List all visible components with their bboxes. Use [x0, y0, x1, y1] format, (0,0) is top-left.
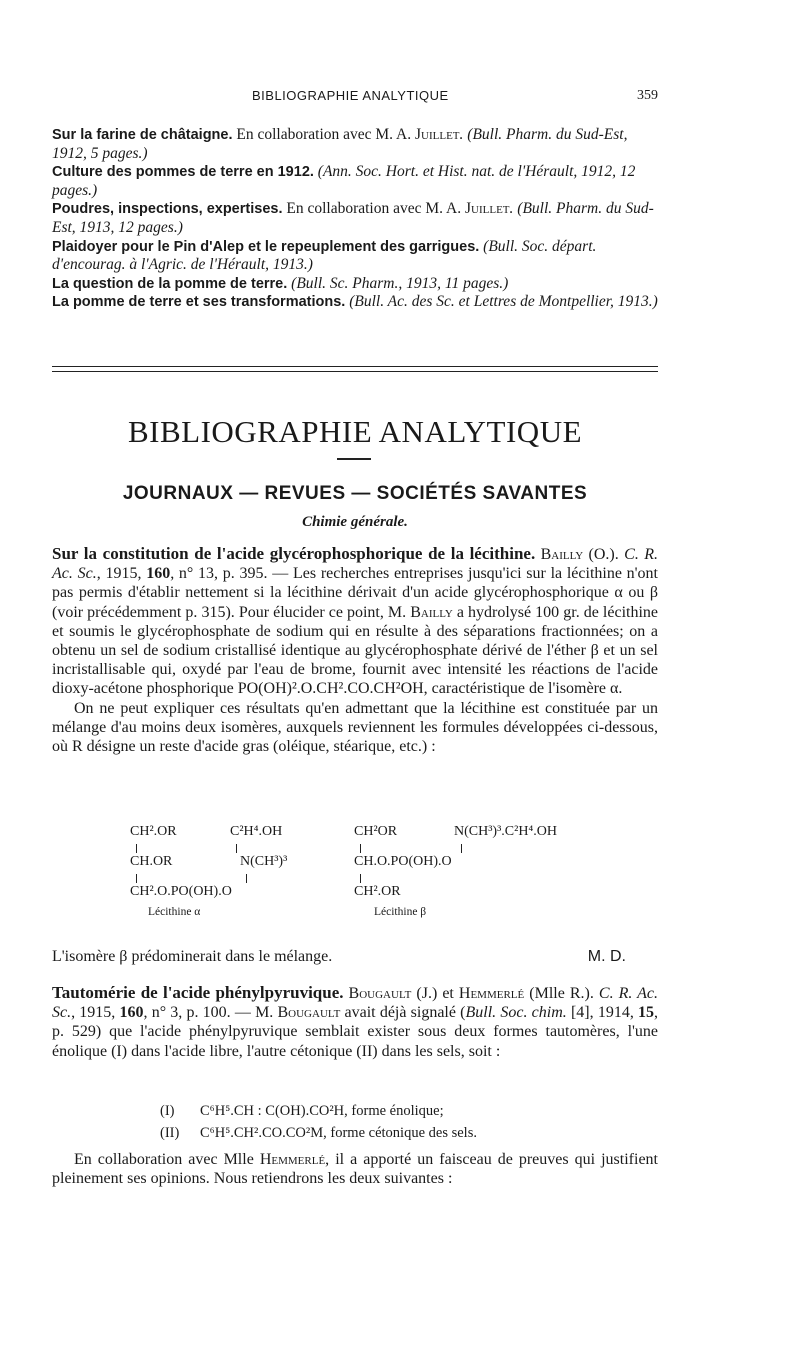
article-author: Bougault — [348, 985, 412, 1002]
section-main-title: BIBLIOGRAPHIE ANALYTIQUE — [127, 414, 583, 449]
article-author: Bougault — [277, 1004, 341, 1022]
bib-title: Culture des pommes de terre en 1912. — [52, 164, 314, 181]
article-author: Bailly — [410, 603, 453, 621]
author-initial: (O.). — [583, 546, 625, 563]
bib-author: Juillet — [465, 200, 510, 218]
article-paragraph — [52, 983, 658, 1061]
formula-line: CH².O.PO(OH).O — [130, 884, 232, 899]
bib-entry — [52, 126, 658, 163]
bib-title: Plaidoyer pour le Pin d'Alep et le repeuplement des garrigues. — [52, 238, 480, 255]
bibliography-list — [52, 126, 658, 312]
page-number: 359 — [637, 88, 658, 103]
article-lecithine — [52, 544, 658, 756]
bib-entry — [52, 275, 658, 294]
article-paragraph — [52, 1150, 658, 1188]
ref-text: , 1915, — [96, 565, 147, 583]
body-text: avait déjà signalé ( — [340, 1004, 466, 1022]
structural-formulas — [52, 823, 658, 943]
bond — [246, 874, 247, 883]
section-heading: JOURNAUX — REVUES — SOCIÉTÉS SAVANTES — [122, 483, 588, 504]
article-paragraph — [52, 544, 658, 699]
volume: 160 — [119, 1004, 144, 1022]
bib-entry — [52, 200, 658, 237]
formula-line: N(CH³)³.C²H⁴.OH — [454, 824, 558, 839]
equation-number: (II) — [160, 1125, 180, 1141]
article-title: Tautomérie de l'acide phénylpyruvique. — [52, 983, 344, 1002]
bib-author: Juillet — [415, 126, 460, 143]
conclusion-line — [52, 948, 658, 966]
reviewer-initials: M. D. — [587, 948, 626, 965]
article-phenylpyruvique — [52, 983, 658, 1061]
conclusion-text: L'isomère β prédominerait dans le mélange. — [52, 948, 333, 965]
body-text: , il a apporté un faisceau de preuves qui justifient pleinement ses opinions. Nous retiendrons les deux suivantes : — [52, 1151, 658, 1188]
body-text: , p. 529) que l'acide phénylpyruvique semblait exister sous deux formes tautomères, l'une énolique (I) dans l'acide libre, l'autre cétonique (II) dans les sels, soit : — [52, 1004, 659, 1060]
running-title: BIBLIOGRAPHIE ANALYTIQUE — [252, 88, 449, 103]
formula-caption: Lécithine α — [148, 906, 201, 918]
bib-entry — [52, 293, 658, 312]
bib-title: Sur la farine de châtaigne. — [52, 127, 233, 143]
formula-line: N(CH³)³ — [240, 854, 288, 869]
journal-ref: C. R. Ac. Sc. — [52, 985, 659, 1022]
bib-ref: (Bull. Ac. des Sc. et Lettres de Montpellier, 1913.) — [349, 293, 658, 311]
formula-line: CH.OR — [130, 854, 173, 869]
equation: C⁶H⁵.CH².CO.CO²M, forme cétonique des sels. — [200, 1125, 477, 1141]
bond — [136, 874, 137, 883]
equation-number: (I) — [160, 1103, 175, 1119]
author-initial: (Mlle R.). — [524, 985, 599, 1002]
bib-title: La question de la pomme de terre. — [52, 275, 288, 292]
article-author: Bailly — [540, 546, 584, 563]
double-rule-bottom — [52, 371, 658, 372]
formula-line: CH.O.PO(OH).O — [354, 854, 452, 869]
formula-caption: Lécithine β — [374, 906, 427, 918]
formula-line: C²H⁴.OH — [230, 824, 283, 839]
bond — [360, 874, 361, 883]
article-author: Hemmerlé — [259, 1151, 326, 1168]
journal-ref: Bull. Soc. chim. — [465, 1004, 567, 1022]
bond — [236, 844, 237, 853]
double-rule-top — [52, 366, 658, 367]
formula-line: CH²OR — [354, 824, 398, 839]
bib-text: En collaboration avec M. A. — [232, 126, 416, 143]
body-text: , n° 13, p. 395. — Les recherches entreprises jusqu'ici sur la lécithine n'ont pas permis d'établir nettement si la lécithine dérivait d'un acide glycérophosphorique α ou β (voir précédemment p. 315). Pour élucider ce point, M. — [52, 565, 658, 621]
formula-line: CH².OR — [130, 824, 177, 839]
article-paragraph: On ne peut expliquer ces résultats qu'en admettant que la lécithine est constituée par un mélange d'au moins deux isomères, auxquels reviennent les formules développées ci-dessous, où R désigne un reste d'acide gras (oléique, stéarique, etc.) : — [52, 699, 658, 756]
running-head — [52, 88, 658, 110]
body-text: En collaboration avec Mlle — [74, 1151, 260, 1168]
article-title: Sur la constitution de l'acide glycérophosphorique de la lécithine. — [52, 544, 536, 563]
ref-text: , 1915, — [71, 1004, 120, 1022]
section-subheading: Chimie générale. — [302, 514, 408, 530]
bib-ref: . (Bull. Pharm. du Sud-Est, 1912, 5 pages.) — [52, 126, 628, 162]
bib-entry — [52, 238, 658, 275]
bib-title: Poudres, inspections, expertises. — [52, 201, 283, 218]
bib-entry — [52, 163, 658, 200]
bib-ref: . (Bull. Pharm. du Sud-Est, 1913, 12 pages.) — [52, 200, 654, 236]
equation: C⁶H⁵.CH : C(OH).CO²H, forme énolique; — [200, 1103, 444, 1119]
bib-title: La pomme de terre et ses transformations. — [52, 294, 346, 311]
bib-ref: (Bull. Soc. départ. d'encourag. à l'Agric. de l'Hérault, 1913.) — [52, 237, 597, 274]
body-text: a hydrolysé 100 gr. de lécithine et soumis le glycérophosphate de sodium qui en résulte à des séparations fractionnées; on a obtenu un sel de sodium cristallisé identique au glycérophosphate dérivé de l'éther β et un sel incristallisable qui, oxydé par l'eau de brome, fournit avec intensité les réactions de l'acide dioxy-acétone phosphorique PO(OH)².O.CH².CO.CH²OH, caractéristique de l'isomère α. — [52, 603, 659, 698]
volume: 160 — [146, 565, 171, 583]
author-initial: (J.) et — [411, 985, 459, 1002]
title-separator — [337, 458, 371, 460]
bond — [461, 844, 462, 853]
body-text: , n° 3, p. 100. — M. — [143, 1004, 278, 1022]
body-text: [4], 1914, — [566, 1004, 639, 1022]
bond — [360, 844, 361, 853]
bib-ref: (Ann. Soc. Hort. et Hist. nat. de l'Hérault, 1912, 12 pages.) — [52, 163, 636, 199]
bib-ref: (Bull. Sc. Pharm., 1913, 11 pages.) — [291, 274, 509, 292]
article-author: Hemmerlé — [458, 985, 525, 1002]
volume: 15 — [638, 1004, 655, 1022]
bond — [136, 844, 137, 853]
bib-text: En collaboration avec M. A. — [282, 200, 465, 218]
formula-line: CH².OR — [354, 884, 401, 899]
journal-ref: C. R. Ac. Sc. — [52, 546, 658, 583]
